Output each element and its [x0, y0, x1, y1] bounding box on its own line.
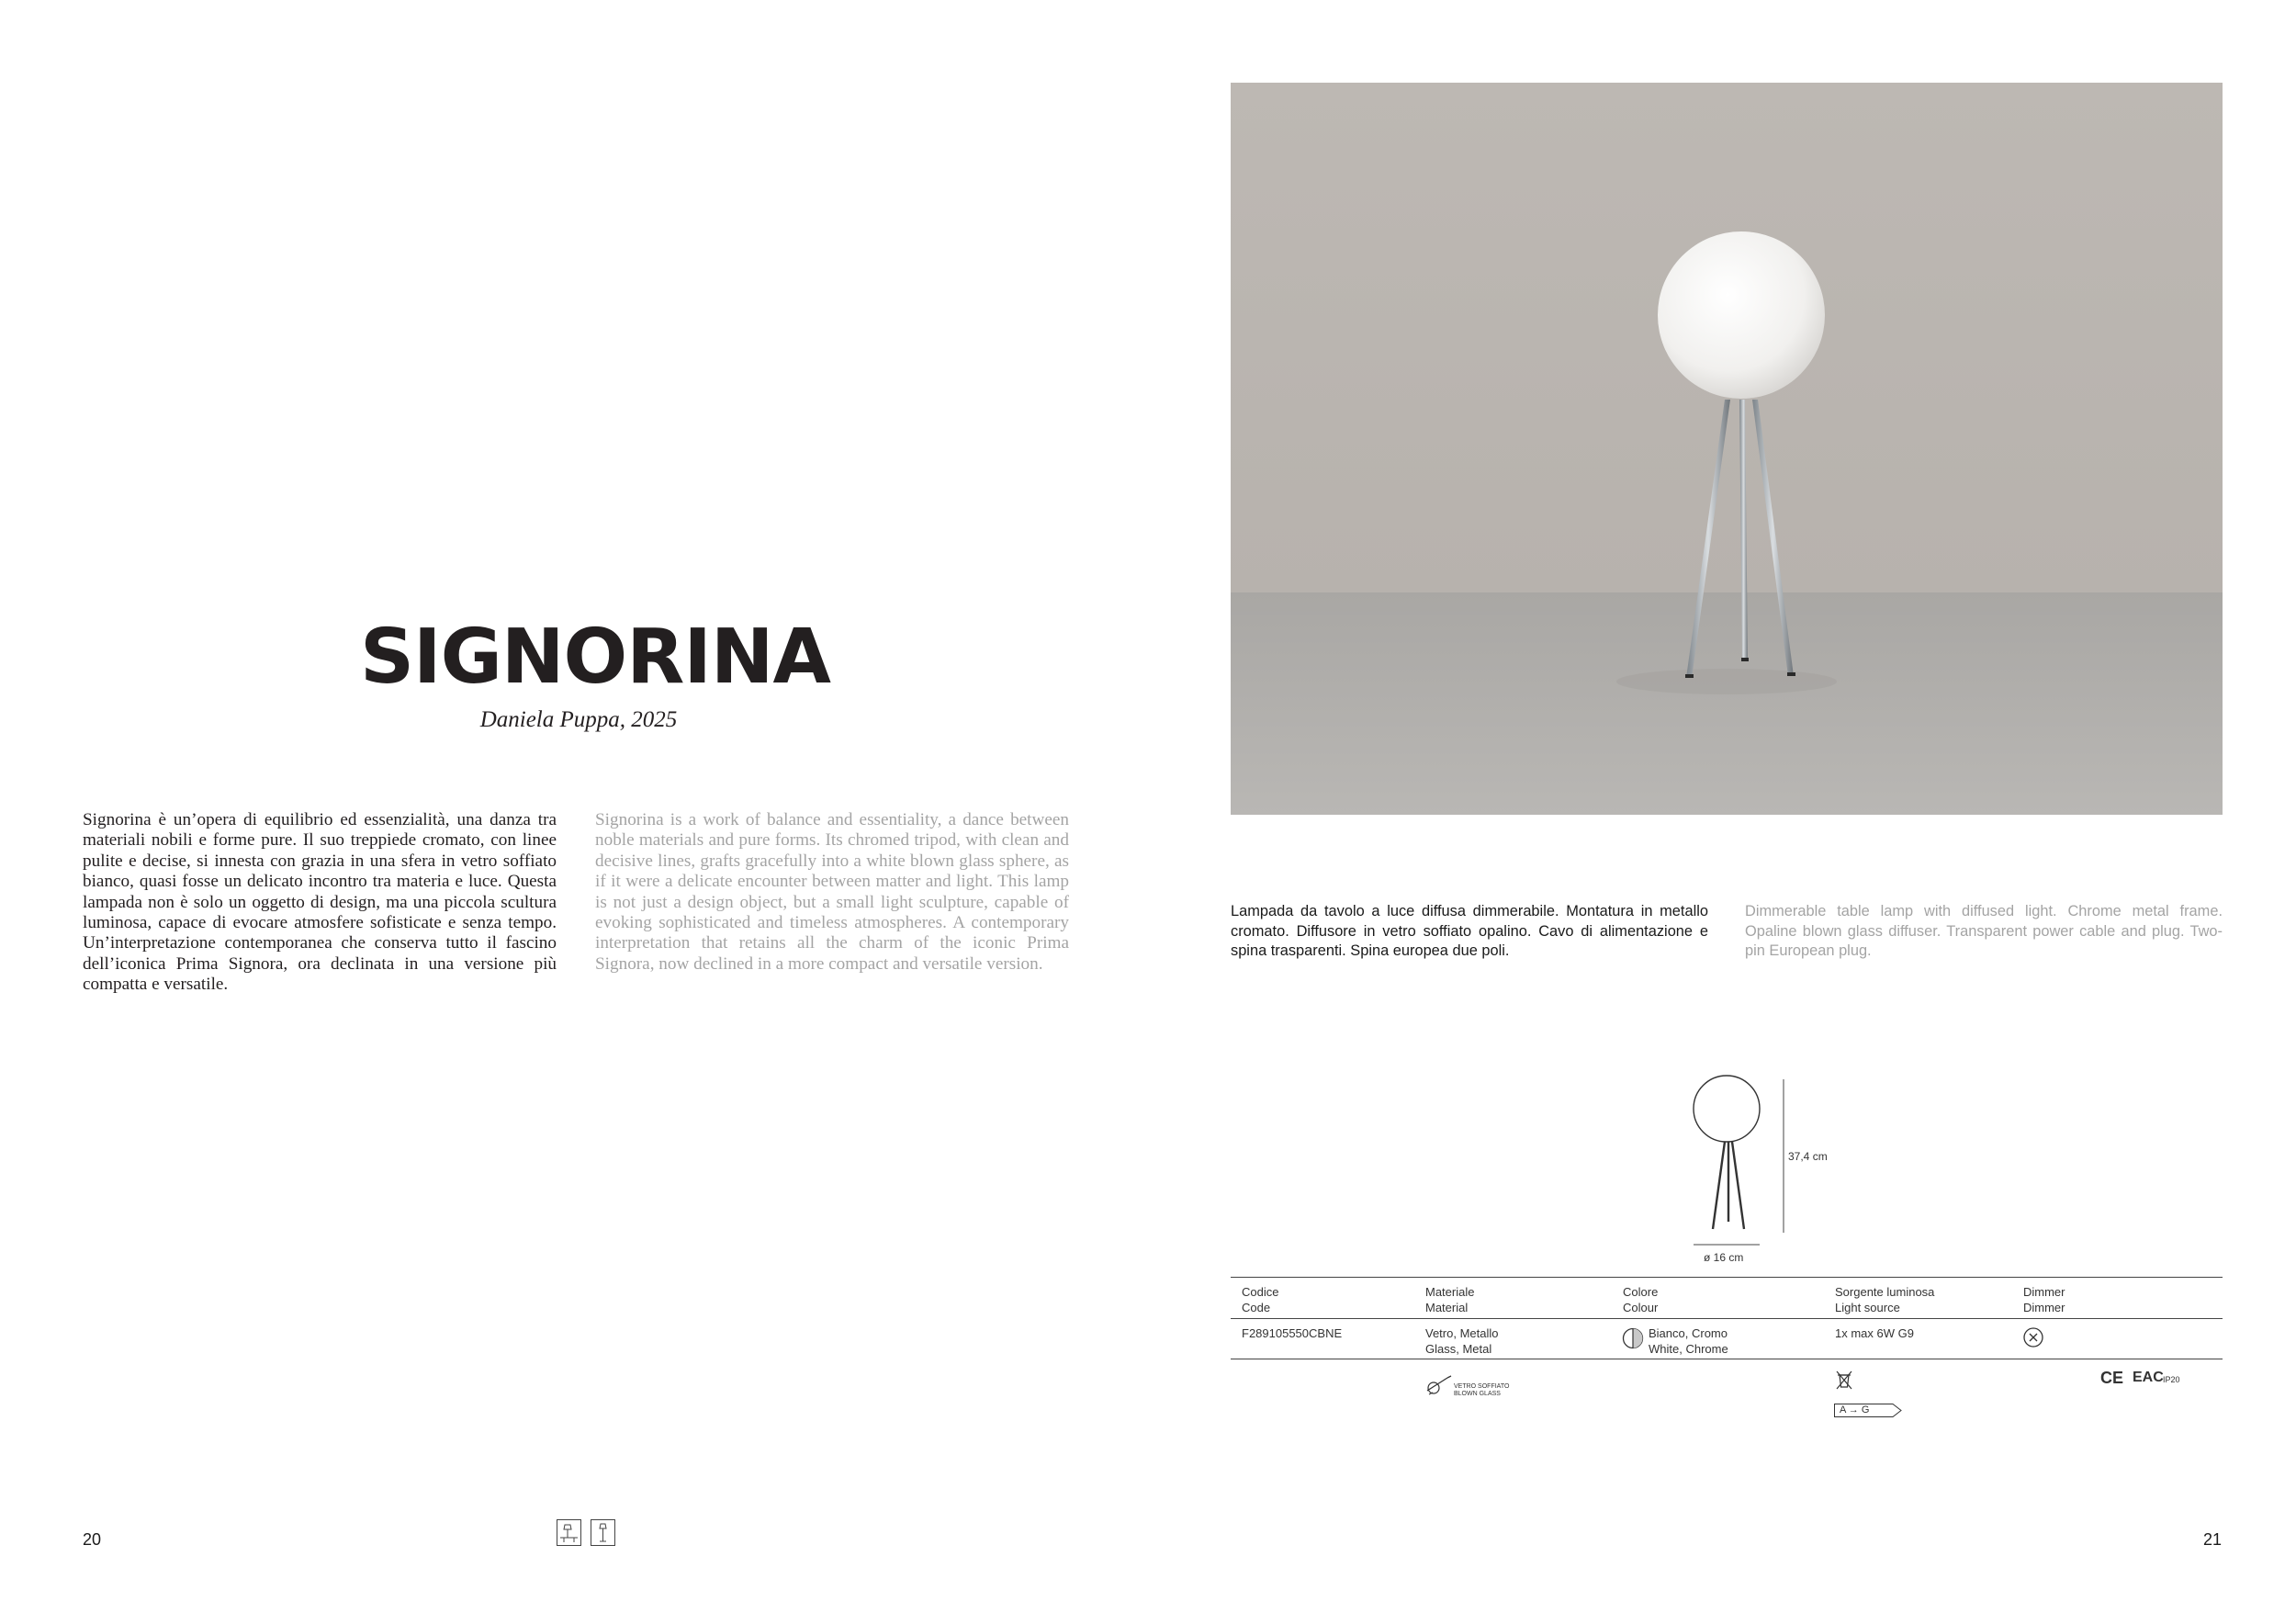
eac-mark: EAC	[2133, 1370, 2164, 1385]
colour-value-en: White, Chrome	[1649, 1342, 1728, 1356]
spec-table	[1231, 1277, 2223, 1359]
blown-glass-label-en: BLOWN GLASS	[1454, 1391, 1501, 1397]
diameter-dimension: ø 16 cm	[1704, 1251, 1744, 1264]
header-code-en: Code	[1242, 1301, 1271, 1314]
colour-value	[1649, 1325, 1728, 1357]
ip-rating: IP20	[2163, 1375, 2180, 1384]
header-dimmer-it: Dimmer	[2023, 1285, 2065, 1299]
colour-value-it: Bianco, Cromo	[1649, 1326, 1728, 1340]
header-material-it: Materiale	[1425, 1285, 1475, 1299]
description-english: Dimmerable table lamp with diffused light. Chrome metal frame. Opaline blown glass diffuser. Transparent power cable and plug. Two-pin European plug.	[1745, 903, 2223, 959]
no-bin-icon	[1834, 1369, 1854, 1391]
technical-drawing	[1681, 1075, 1818, 1272]
header-material	[1425, 1284, 1474, 1315]
header-dimmer	[2023, 1284, 2065, 1315]
header-colour-en: Colour	[1623, 1301, 1659, 1314]
product-code: F289105550CBNE	[1242, 1326, 1343, 1340]
blown-glass-icon	[1425, 1372, 1453, 1396]
header-colour	[1623, 1284, 1658, 1315]
light-source-value: 1x max 6W G9	[1835, 1326, 1914, 1340]
page-number-left: 20	[83, 1530, 102, 1549]
product-title: SIGNORINA	[360, 614, 830, 701]
height-dimension: 37,4 cm	[1788, 1150, 1828, 1163]
header-dimmer-en: Dimmer	[2023, 1301, 2065, 1314]
header-light-source	[1835, 1284, 1934, 1315]
blown-glass-label-it: VETRO SOFFIATO	[1454, 1383, 1510, 1390]
header-code-it: Codice	[1242, 1285, 1279, 1299]
table-rule-middle	[1231, 1318, 2223, 1319]
energy-range-label: A → G	[1840, 1404, 1870, 1415]
product-photo	[1231, 83, 2223, 815]
floor-lamp-icon	[591, 1519, 615, 1546]
ce-mark: CE	[2100, 1369, 2124, 1387]
table-rule-top	[1231, 1277, 2223, 1278]
material-value-it: Vetro, Metallo	[1425, 1326, 1499, 1340]
page-number-right: 21	[2203, 1530, 2223, 1549]
header-material-en: Material	[1425, 1301, 1469, 1314]
description-italian: Lampada da tavolo a luce diffusa dimmerabile. Montatura in metallo cromato. Diffusore in vetro soffiato opalino. Cavo di alimentazione e spina trasparenti. Spina europea due poli.	[1231, 903, 1708, 959]
header-light-source-en: Light source	[1835, 1301, 1900, 1314]
material-value-en: Glass, Metal	[1425, 1342, 1492, 1356]
dimmer-icon	[2023, 1327, 2043, 1348]
designer-year: Daniela Puppa, 2025	[479, 707, 678, 732]
intro-text-english: Signorina is a work of balance and essentiality, a dance between noble materials and pure forms. Its chromed tripod, with clean and decisive lines, grafts gracefully into a white blown glass sphere, as if it were a delicate encounter between matter and light. This lamp is not just a design object, but a small light sculpture, capable of evoking sophisticated and timeless atmospheres. A contemporary interpretation that retains all the charm of the iconic Prima Signora, now declined in a more compact and versatile version.	[595, 810, 1069, 974]
header-light-source-it: Sorgente luminosa	[1835, 1285, 1935, 1299]
table-lamp-icon	[557, 1519, 581, 1546]
material-value	[1425, 1325, 1499, 1357]
header-code	[1242, 1284, 1278, 1315]
opal-colour-icon	[1622, 1327, 1644, 1349]
intro-text-italian: Signorina è un’opera di equilibrio ed essenzialità, una danza tra materiali nobili e forme pure. Il suo treppiede cromato, con linee pulite e decise, si innesta con grazia in una sfera in vetro soffiato bianco, quasi fosse un delicato incontro tra materia e luce. Questa lampada non è solo un oggetto di design, ma una piccola scultura luminosa, capace di evocare atmosfere sofisticate e senza tempo. Un’interpretazione contemporanea che conserva tutto il fascino dell’iconica Prima Signora, ora declinata in una versione più compatta e versatile.	[83, 810, 557, 995]
blown-glass-label	[1454, 1383, 1509, 1398]
header-colour-it: Colore	[1623, 1285, 1659, 1299]
